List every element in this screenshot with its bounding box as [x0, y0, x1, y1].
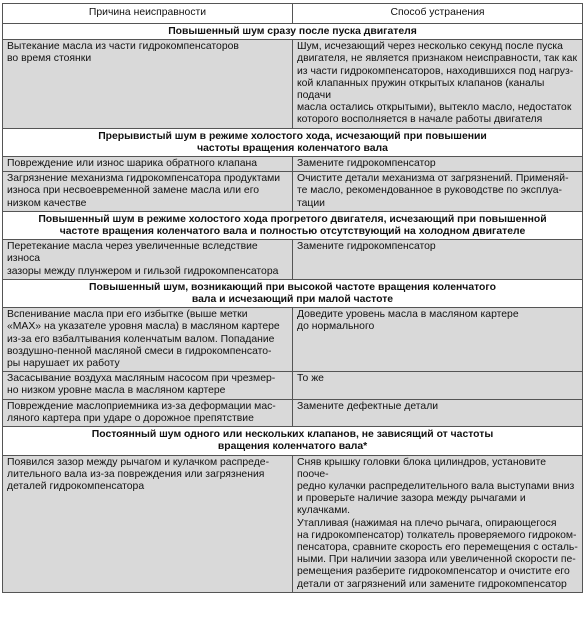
table-row — [3, 240, 583, 280]
section-heading-row — [3, 211, 583, 239]
section-title: Повышенный шум в режиме холостого хода прогретого двигателя, исчезающий при повышенной частоте вращения коленчатого вала и полностью отсутствующий на холодном двигателе — [3, 211, 583, 239]
section-heading-row — [3, 24, 583, 40]
table-row — [3, 308, 583, 372]
cause-cell: Загрязнение механизма гидрокомпенсатора продуктами износа при несвоевременной замене масла или его низком качестве — [3, 172, 293, 212]
header-remedy: Способ устранения — [293, 4, 583, 24]
cause-cell: Появился зазор между рычагом и кулачком распреде- лительного вала из-за повреждения или загрязнения деталей гидрокомпенсатора — [3, 455, 293, 592]
section-title: Повышенный шум сразу после пуска двигателя — [3, 24, 583, 40]
cause-cell: Повреждение или износ шарика обратного клапана — [3, 157, 293, 172]
cause-cell: Вспенивание масла при его избытке (выше метки «MAX» на указателе уровня масла) в масляном картере из-за его взбалтывания коленчатым валом. Попадание воздушно-пенной масляной смеси в гидрокомпенсато- ры нарушает их работу — [3, 308, 293, 372]
table-row — [3, 172, 583, 212]
table-row — [3, 399, 583, 426]
table-header-row — [3, 4, 583, 24]
remedy-cell: Сняв крышку головки блока цилиндров, установите пооче- редно кулачки распределительного вала выступами вниз и проверьте наличие зазора между рычагами и кулачками. Утапливая (нажимая на плечо рычага, опирающегося на гидрокомпенсатор) толкатель проверяемого гидроком- пенсатора, сравните скорость его перемещения с осталь- ными. При наличии зазора или увеличенной скорости пе- ремещения разберите гидрокомпенсатор и очистите его детали от загрязнений или замените гидрокомпенсатор — [293, 455, 583, 592]
remedy-cell: Доведите уровень масла в масляном картере до нормального — [293, 308, 583, 372]
table-row — [3, 157, 583, 172]
table-row — [3, 455, 583, 592]
remedy-cell: То же — [293, 372, 583, 399]
section-heading-row — [3, 279, 583, 307]
cause-cell: Вытекание масла из части гидрокомпенсаторов во время стоянки — [3, 40, 293, 128]
section-title: Повышенный шум, возникающий при высокой частоте вращения коленчатого вала и исчезающий при малой частоте — [3, 279, 583, 307]
table-row — [3, 372, 583, 399]
cause-cell: Засасывание воздуха масляным насосом при чрезмер- но низком уровне масла в масляном картере — [3, 372, 293, 399]
remedy-cell: Замените дефектные детали — [293, 399, 583, 426]
remedy-cell: Замените гидрокомпенсатор — [293, 240, 583, 280]
cause-cell: Повреждение маслоприемника из-за деформации мас- ляного картера при ударе о дорожное препятствие — [3, 399, 293, 426]
cause-cell: Перетекание масла через увеличенные вследствие износа зазоры между плунжером и гильзой гидрокомпенсатора — [3, 240, 293, 280]
troubleshooting-table — [2, 3, 583, 593]
section-heading-row — [3, 427, 583, 455]
header-cause: Причина неисправности — [3, 4, 293, 24]
table-row — [3, 40, 583, 128]
section-title: Прерывистый шум в режиме холостого хода, исчезающий при повышении частоты вращения коленчатого вала — [3, 128, 583, 156]
remedy-cell: Шум, исчезающий через несколько секунд после пуска двигателя, не является признаком неисправности, так как из части гидрокомпенсаторов, находившихся под нагруз- кой клапанных пружин открытых клапанов (каналы подачи масла остались открытыми), вытекло масло, недостаток которого восполняется в начале работы двигателя — [293, 40, 583, 128]
remedy-cell: Замените гидрокомпенсатор — [293, 157, 583, 172]
section-title: Постоянный шум одного или нескольких клапанов, не зависящий от частоты вращения коленчатого вала* — [3, 427, 583, 455]
remedy-cell: Очистите детали механизма от загрязнений. Применяй- те масло, рекомендованное в руководстве по эксплуа- тации — [293, 172, 583, 212]
section-heading-row — [3, 128, 583, 156]
